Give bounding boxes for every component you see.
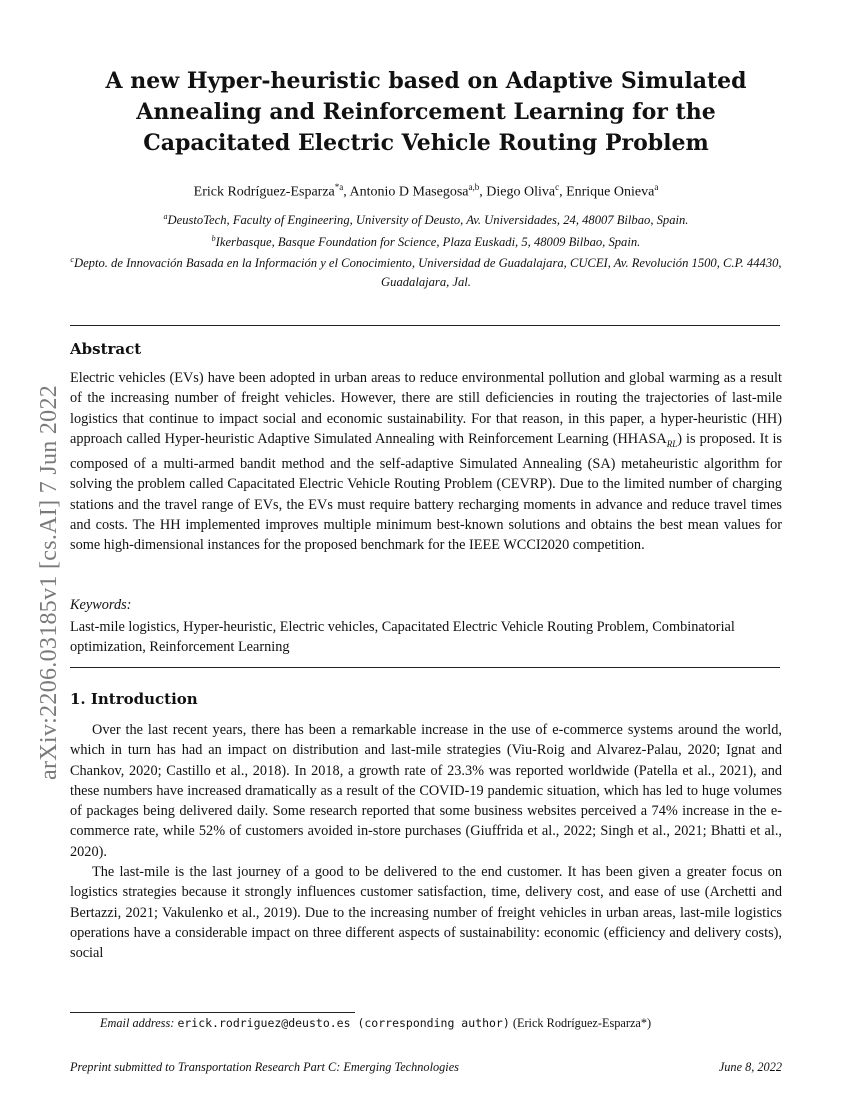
keywords-heading: Keywords: [70, 597, 132, 613]
affiliation-list [70, 208, 782, 292]
footnote-email [70, 1016, 782, 1031]
arxiv-identifier-stamp[interactable]: arXiv:2206.03185v1 [cs.AI] 7 Jun 2022 [36, 384, 62, 780]
footnote-divider [70, 1012, 355, 1013]
introduction-body [70, 720, 782, 964]
paragraph: Over the last recent years, there has been a remarkable increase in the use of e-commerce systems around the world, which in turn has had an impact on distribution and last-mile strategies (Viu-Roig and Alvarez-Palau, 2020; Ignat and Chankov, 2020; Castillo et al., 2018). In 2018, a growth rate of 23.3% was reported worldwide (Patella et al., 2021), and these numbers have increased dramatically as a result of the COVID-19 pandemic situation, which has led to huge volumes of packages being delivered daily. Some research reported that some business websites perceived a 74% increase in the e-commerce rate, while 52% of customers avoided in-store purchases (Giuffrida et al., 2022; Singh et al., 2021; Bhatti et al., 2020). [70, 722, 782, 860]
abstract-top-divider [70, 325, 780, 326]
affiliation-text: Depto. de Innovación Basada en la Información y el Conocimiento, Universidad de Guadalajara, CUCEI, Av. Revolución 1500, C.P. 44430, Guadalajara, Jal. [73, 256, 782, 290]
abstract-bottom-divider [70, 667, 780, 668]
email-link[interactable]: erick.rodriguez@deusto.es (corresponding author) [177, 1016, 510, 1030]
footer-venue: Preprint submitted to Transportation Research Part C: Emerging Technologies [70, 1060, 459, 1074]
author-name: Diego Oliva [486, 184, 556, 200]
abstract-body [70, 368, 782, 556]
section-heading-introduction: 1. Introduction [70, 690, 198, 708]
paragraph: The last-mile is the last journey of a good to be delivered to the end customer. It has been given a greater focus on logistics strategies because it strongly influences customer satisfaction, time, delivery cost, and ease of use (Archetti and Bertazzi, 2021; Vakulenko et al., 2019). Due to the increasing number of freight vehicles in urban areas, last-mile logistics operations have a considerable impact on three different aspects of sustainability: economic (efficiency and delivery costs), social [70, 864, 782, 962]
affiliation-text: DeustoTech, Faculty of Engineering, University of Deusto, Av. Universidades, 24, 48007 Bilbao, Spain. [167, 213, 689, 228]
author-affiliation-mark: a,b [468, 182, 480, 192]
author-name: Erick Rodríguez-Esparza [193, 184, 335, 200]
author-affiliation-mark: *a [334, 182, 344, 192]
affiliation-mark: a [163, 212, 168, 221]
affiliation-item [70, 251, 782, 291]
author-affiliation-mark: c [555, 182, 560, 192]
keywords-list: Last-mile logistics, Hyper-heuristic, Electric vehicles, Capacitated Electric Vehicle Routing Problem, Combinatorial optimization, Reinforcement Learning [70, 619, 735, 656]
footnote-label: Email address: [100, 1016, 175, 1030]
author-affiliation-mark: a [654, 182, 659, 192]
affiliation-mark: c [70, 255, 74, 265]
author-name: Antonio D Masegosa [349, 184, 469, 200]
author-name: Enrique Onieva [566, 184, 655, 200]
affiliation-item [70, 230, 782, 252]
footer-date: June 8, 2022 [718, 1060, 782, 1074]
affiliation-text: Ikerbasque, Basque Foundation for Science, Plaza Euskadi, 5, 48009 Bilbao, Spain. [215, 234, 641, 249]
footnote-author: (Erick Rodríguez-Esparza*) [512, 1016, 652, 1030]
affiliation-item [70, 208, 782, 230]
author-list: Erick Rodríguez-Esparza$^{*a}$, Antonio D Masegosa$^{a,b}$, Diego Oliva$^c$, Enrique Onieva$^a$ [193, 182, 659, 200]
paper-title: A new Hyper-heuristic based on Adaptive Simulated Annealing and Reinforcement Learning for the Capacitated Electric Vehicle Routing Problem [105, 68, 747, 156]
abstract-heading: Abstract [70, 340, 142, 358]
abstract-text-part: ) is proposed. It is composed of a multi-armed bandit method and the self-adaptive Simulated Annealing (SA) metaheuristic algorithm for solving the problem called Capacitated Electric Vehicle Routing Problem (CEVRP). Due to the limited number of charging stations and the travel range of EVs, the EVs must require battery recharging moments in advance and reduce travel times and costs. The HH implemented improves multiple minimum best-known solutions and obtains the best mean values for some high-dimensional instances for the proposed benchmark for the IEEE WCCI2020 competition. [70, 430, 782, 554]
abstract-text-part: Electric vehicles (EVs) have been adopted in urban areas to reduce environmental pollution and global warming as a result of the increasing number of freight vehicles. However, there are still deficiencies in routing the trajectories of last-mile logistics that continue to impact social and economic sustainability. For that reason, in this paper, a hyper-heuristic (HH) approach called Hyper-heuristic Adaptive Simulated Annealing with Reinforcement Learning (HHASA [70, 370, 782, 447]
affiliation-mark: b [211, 233, 216, 243]
abstract-subscript: RL [666, 438, 678, 449]
